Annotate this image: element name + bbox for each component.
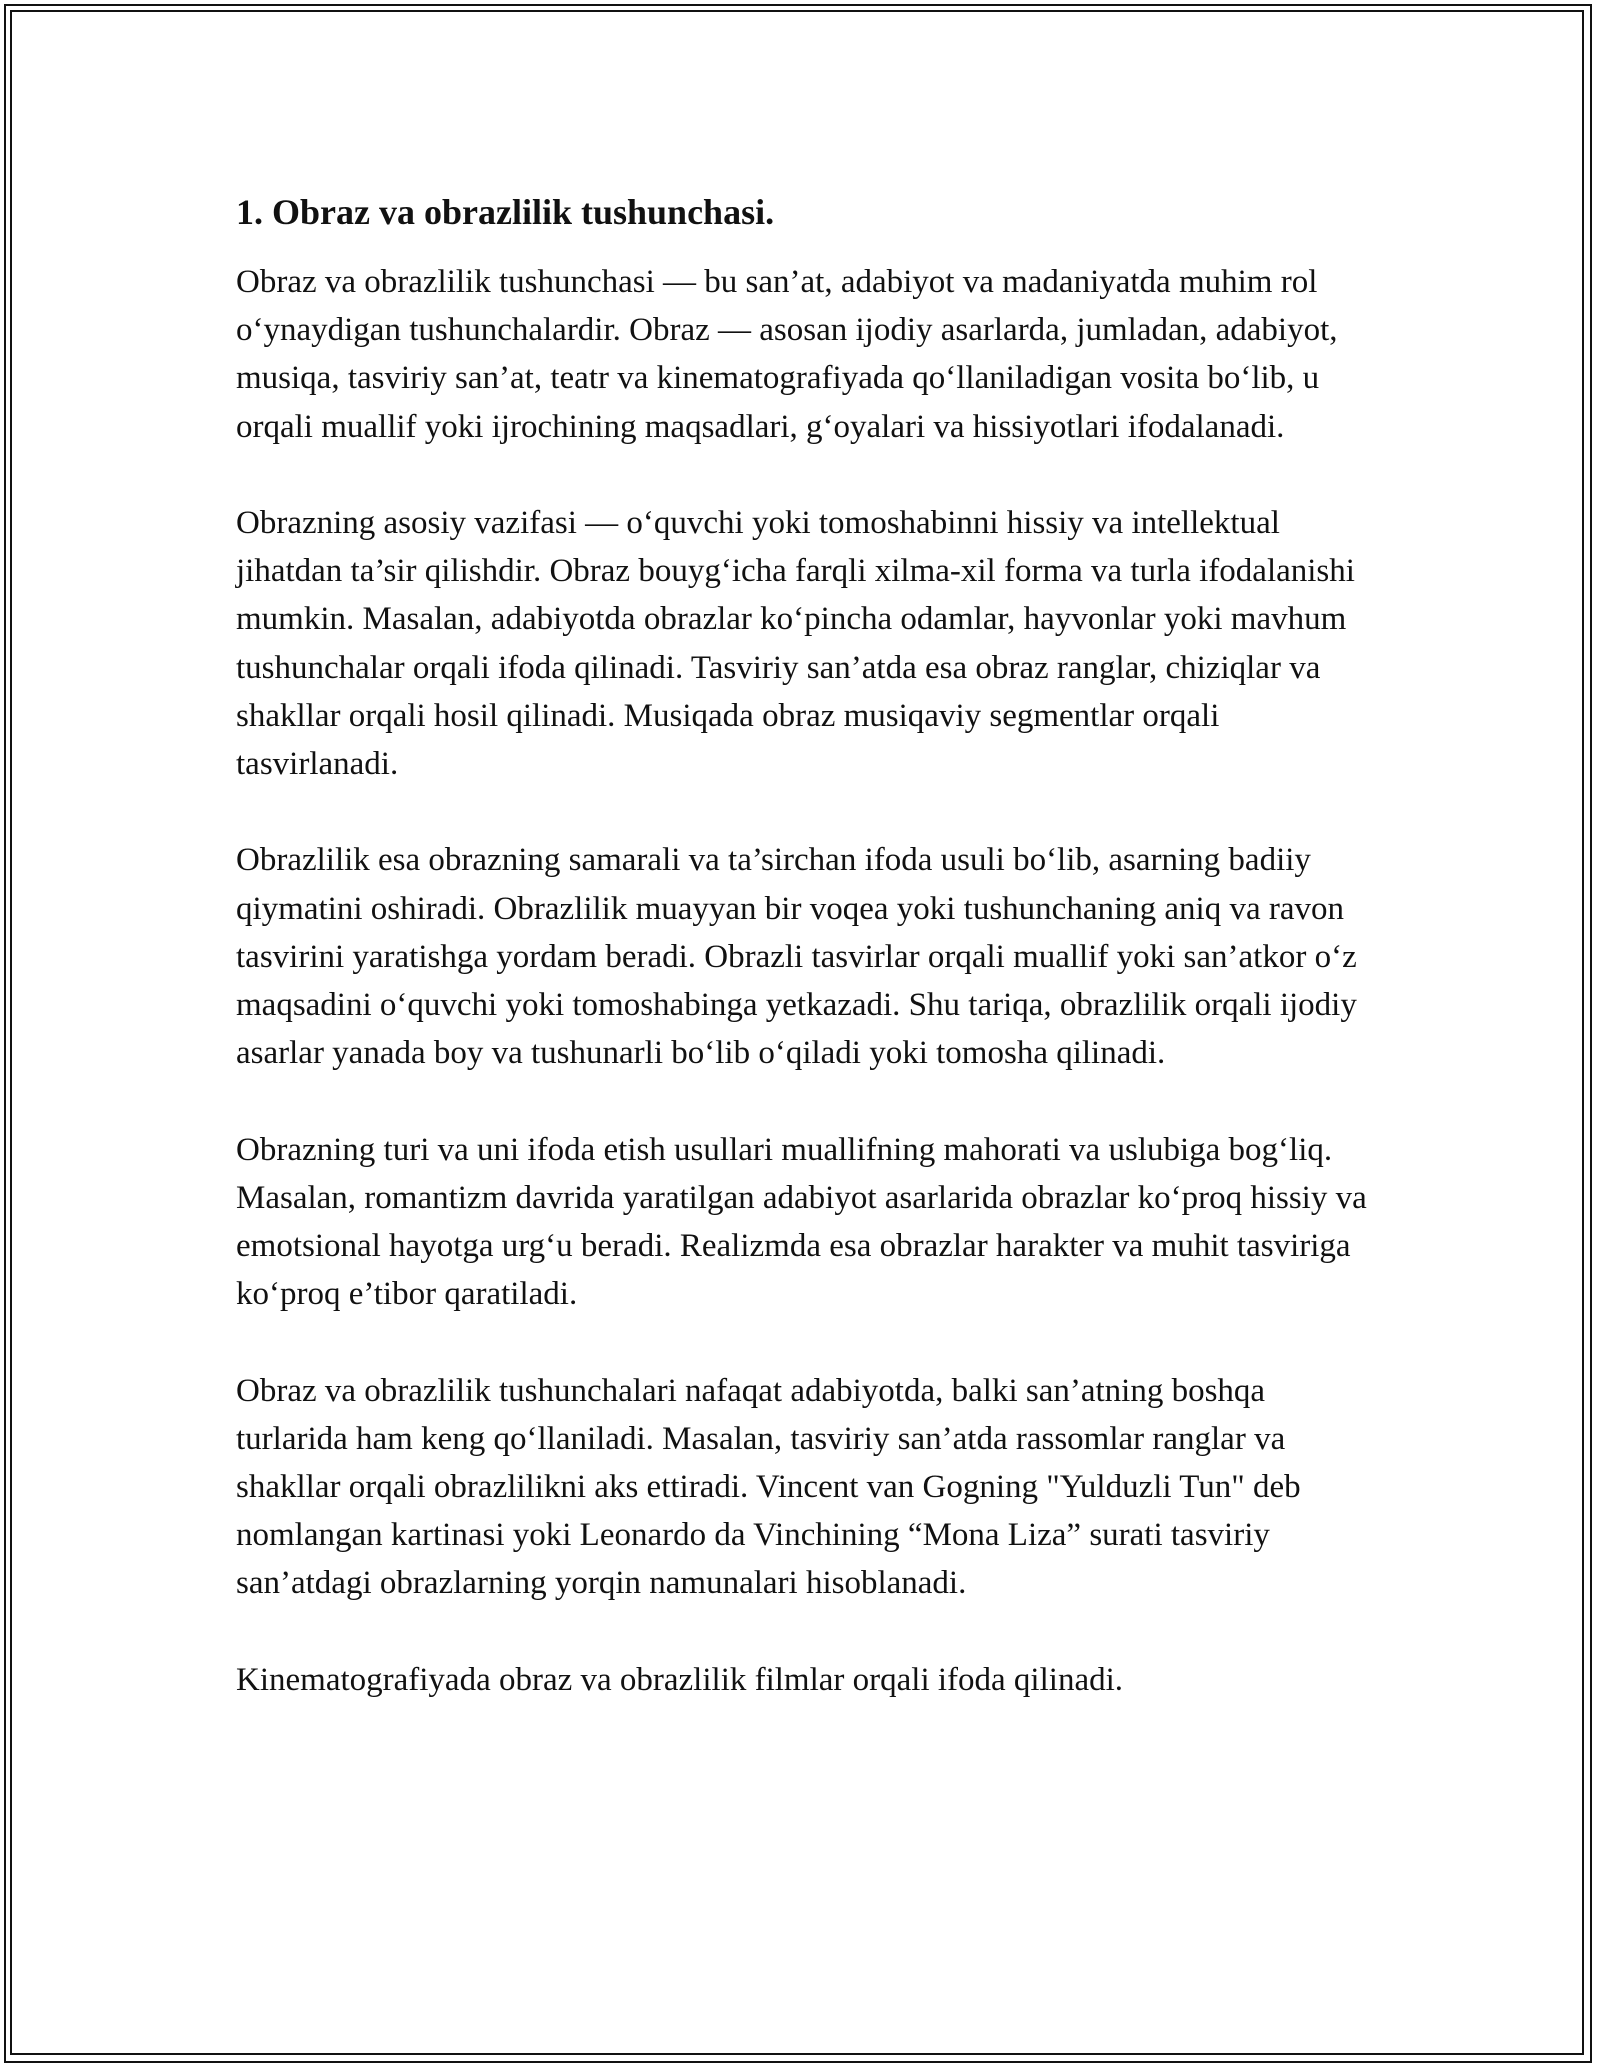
document-body [236,188,1376,1704]
paragraph-4: Obrazning turi va uni ifoda etish usullari muallifning mahorati va uslubiga bog‘liq. Masalan, romantizm davrida yaratilgan adabiyot asarlarida obrazlar ko‘proq hissiy va emotsional hayotga urg‘u beradi. Realizmda esa obrazlar harakter va muhit tasviriga ko‘proq e’tibor qaratiladi. [236,1131,1367,1313]
section-heading: 1. Obraz va obrazlilik tushunchasi. [236,192,775,232]
paragraph-2: Obrazning asosiy vazifasi — o‘quvchi yoki tomoshabinni hissiy va intellektual jihatdan ta’sir qilishdir. Obraz bouyg‘icha farqli xilma-xil forma va turla ifodalanishi mumkin. Masalan, adabiyotda obrazlar ko‘pincha odamlar, hayvonlar yoki mavhum tushunchalar orqali ifoda qilinadi. Tasviriy san’atda esa obraz ranglar, chiziqlar va shakllar orqali hosil qilinadi. Musiqada obraz musiqaviy segmentlar orqali tasvirlanadi. [236,505,1355,783]
paragraph-1: Obraz va obrazlilik tushunchasi — bu san’at, adabiyot va madaniyatda muhim rol o‘ynaydigan tushunchalardir. Obraz — asosan ijodiy asarlarda, jumladan, adabiyot, musiqa, tasviriy san’at, teatr va kinematografiyada qo‘llaniladigan vosita bo‘lib, u orqali muallif yoki ijrochining maqsadlari, g‘oyalari va hissiyotlari ifodalanadi. [236,264,1338,445]
paragraph-3: Obrazlilik esa obrazning samarali va ta’sirchan ifoda usuli bo‘lib, asarning badiiy qiymatini oshiradi. Obrazlilik muayyan bir voqea yoki tushunchaning aniq va ravon tasvirini yaratishga yordam beradi. Obrazli tasvirlar orqali muallif yoki san’atkor o‘z maqsadini o‘quvchi yoki tomoshabinga yetkazadi. Shu tariqa, obrazlilik orqali ijodiy asarlar yanada boy va tushunarli bo‘lib o‘qiladi yoki tomosha qilinadi. [236,842,1357,1072]
paragraph-5: Obraz va obrazlilik tushunchalari nafaqat adabiyotda, balki san’atning boshqa turlarida ham keng qo‘llaniladi. Masalan, tasviriy san’atda rassomlar ranglar va shakllar orqali obrazlilikni aks ettiradi. Vincent van Gogning "Yulduzli Tun" deb nomlangan kartinasi yoki Leonardo da Vinchining “Mona Liza” surati tasviriy san’atdagi obrazlarning yorqin namunalari hisoblanadi. [236,1372,1301,1602]
paragraph-6: Kinematografiyada obraz va obrazlilik filmlar orqali ifoda qilinadi. [236,1661,1124,1698]
